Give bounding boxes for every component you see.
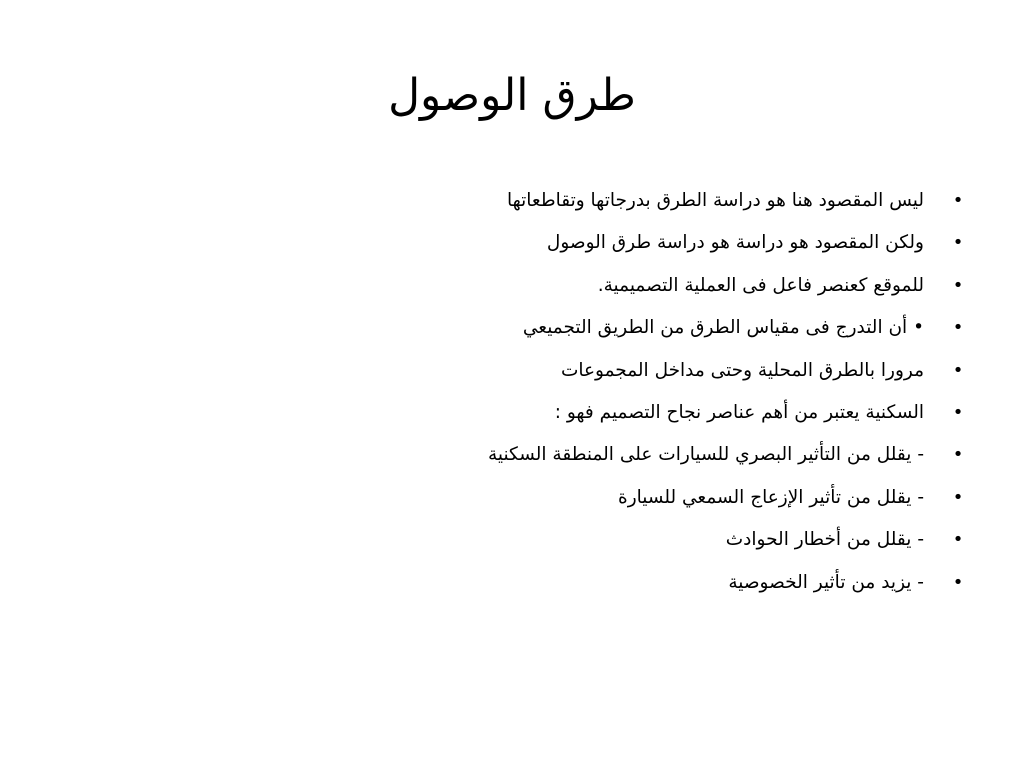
bullet-text: السكنية يعتبر من أهم عناصر نجاح التصميم فهو : bbox=[554, 401, 924, 423]
list-item bbox=[304, 307, 964, 349]
bullet-text: • أن التدرج فى مقياس الطرق من الطريق التجميعي bbox=[522, 317, 924, 339]
bullet-icon: • bbox=[952, 401, 964, 423]
bullet-icon: • bbox=[952, 359, 964, 381]
bullet-icon: • bbox=[952, 444, 964, 466]
list-item bbox=[304, 392, 964, 434]
bullet-icon: • bbox=[952, 486, 964, 508]
bullet-icon: • bbox=[952, 571, 964, 593]
slide-title: طرق الوصول bbox=[388, 70, 636, 121]
list-item bbox=[304, 180, 964, 222]
bullet-text: - يزيد من تأثير الخصوصية bbox=[728, 571, 924, 593]
bullet-text: للموقع كعنصر فاعل فى العملية التصميمية. bbox=[597, 274, 924, 296]
bullet-icon: • bbox=[952, 274, 964, 296]
list-item bbox=[304, 519, 964, 561]
bullet-icon: • bbox=[952, 190, 964, 211]
bullet-text: ولكن المقصود هو دراسة هو دراسة طرق الوصول bbox=[546, 232, 924, 254]
bullet-icon: • bbox=[952, 529, 964, 551]
bullet-icon: • bbox=[952, 232, 964, 254]
list-item bbox=[304, 350, 964, 392]
bullet-list bbox=[304, 180, 964, 604]
bullet-text: - يقلل من تأثير الإزعاج السمعي للسيارة bbox=[618, 486, 924, 508]
bullet-text: - يقلل من أخطار الحوادث bbox=[725, 529, 924, 551]
list-item bbox=[304, 434, 964, 476]
list-item bbox=[304, 562, 964, 604]
list-item bbox=[304, 265, 964, 307]
list-item bbox=[304, 222, 964, 264]
bullet-text: مرورا بالطرق المحلية وحتى مداخل المجموعات bbox=[560, 359, 924, 381]
bullet-text: - يقلل من التأثير البصري للسيارات على المنطقة السكنية bbox=[487, 444, 924, 466]
list-item bbox=[304, 477, 964, 519]
bullet-icon: • bbox=[952, 317, 964, 339]
bullet-text: ليس المقصود هنا هو دراسة الطرق بدرجاتها وتقاطعاتها bbox=[506, 190, 924, 211]
